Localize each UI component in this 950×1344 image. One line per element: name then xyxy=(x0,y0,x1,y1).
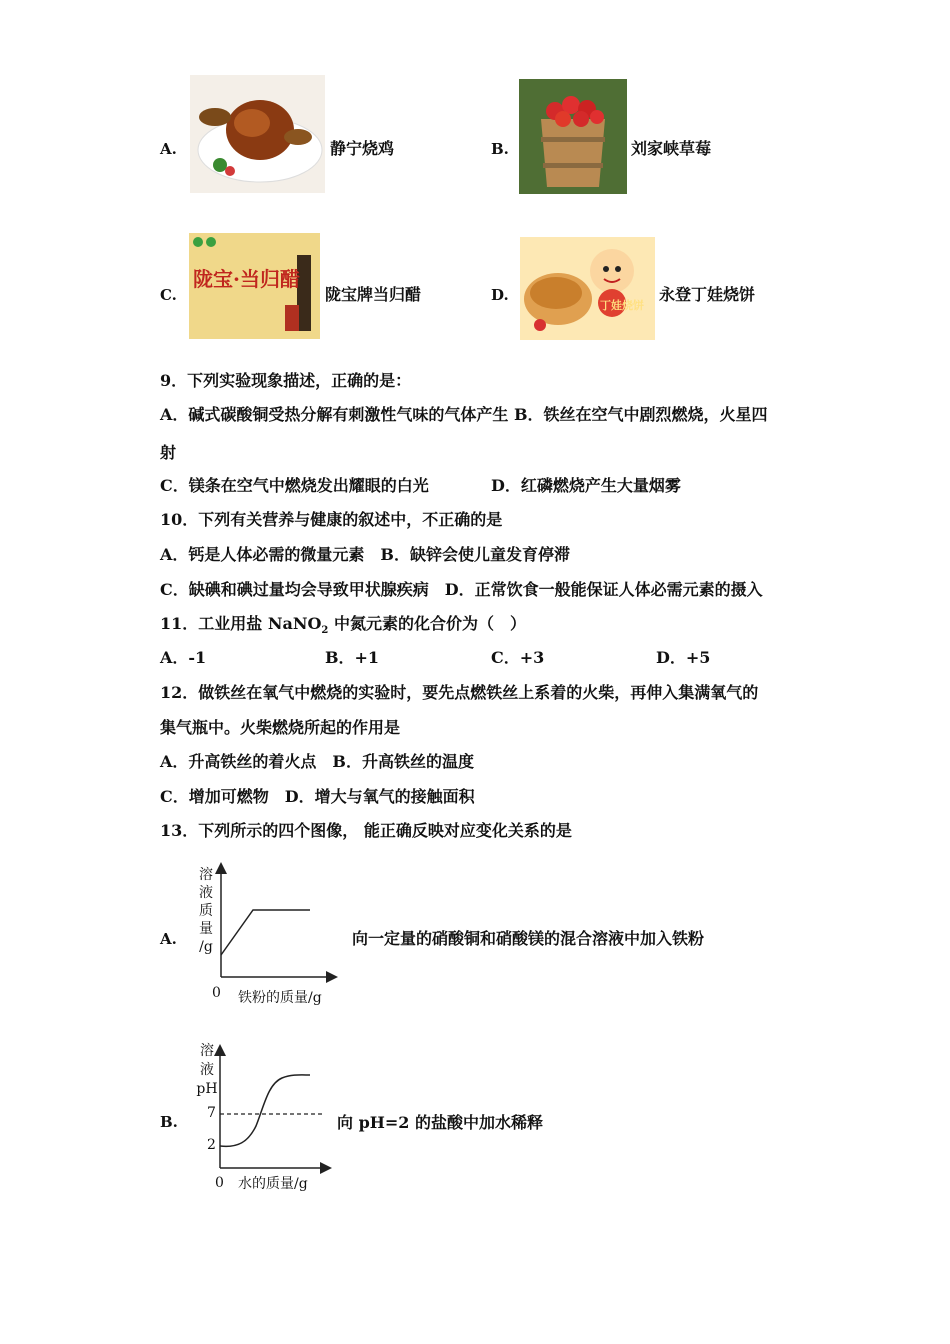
graph-b xyxy=(190,1040,340,1200)
option-c-letter: C. xyxy=(160,286,177,304)
graph-a-y-label-2: 液 xyxy=(199,885,213,901)
option-a-letter: A. xyxy=(160,140,177,158)
q13-stem: 13．下列所示的四个图像， 能正确反映对应变化关系的是 xyxy=(160,821,572,840)
q12-stem-line1: 12．做铁丝在氧气中燃烧的实验时，要先点燃铁丝上系着的火柴，再伸入集满氧气的 xyxy=(160,683,759,702)
shaobing-ad-image xyxy=(520,237,655,340)
vinegar-ad-image xyxy=(189,233,320,339)
roast-chicken-image xyxy=(190,75,325,193)
graph-a-curve xyxy=(221,910,310,955)
graph-b-y-label-2: 液 xyxy=(200,1062,214,1078)
q12-option-cd: C．增加可燃物 D．增大与氧气的接触面积 xyxy=(160,787,475,806)
q10-option-ab: A．钙是人体必需的微量元素 B．缺锌会使儿童发育停滞 xyxy=(160,545,570,564)
graph-a-y-label xyxy=(196,866,216,956)
q13-option-b-desc: 向 pH=2 的盐酸中加水稀释 xyxy=(337,1113,543,1132)
graph-a-y-label-4: 量 xyxy=(199,921,213,937)
graph-b-y-label xyxy=(196,1042,218,1099)
graph-b-curve xyxy=(220,1075,310,1146)
q12-stem-line2: 集气瓶中。火柴燃烧所起的作用是 xyxy=(160,718,401,737)
strawberry-bucket-image xyxy=(519,79,627,194)
q11-option-a: A．-1 xyxy=(160,648,207,667)
q13-option-b-letter: B. xyxy=(160,1113,178,1131)
q11-stem-post: 中氮元素的化合价为（ ） xyxy=(328,614,526,633)
q12-option-ab: A．升高铁丝的着火点 B．升高铁丝的温度 xyxy=(160,752,474,771)
q10-option-cd: C．缺碘和碘过量均会导致甲状腺疾病 D．正常饮食一般能保证人体必需元素的摄入 xyxy=(160,580,763,599)
q9-option-d: D．红磷燃烧产生大量烟雾 xyxy=(491,476,681,495)
q9-stem: 9．下列实验现象描述，正确的是： xyxy=(160,371,412,390)
graph-a-y-label-5: /g xyxy=(199,939,213,955)
q11-option-c: C．+3 xyxy=(491,648,545,667)
graph-b-tick-2: 2 xyxy=(207,1137,216,1153)
graph-a-x-label: 铁粉的质量/g xyxy=(238,990,322,1006)
q9-option-ab: A．碱式碳酸铜受热分解有刺激性气味的气体产生 B．铁丝在空气中剧烈燃烧，火星四 xyxy=(160,405,768,424)
q13-option-a-desc: 向一定量的硝酸铜和硝酸镁的混合溶液中加入铁粉 xyxy=(352,929,705,948)
graph-a xyxy=(190,860,350,1010)
q11-stem-pre: 11．工业用盐 NaNO xyxy=(160,614,322,633)
graph-a-y-label-1: 溶 xyxy=(199,867,213,883)
option-a-caption: 静宁烧鸡 xyxy=(330,139,395,158)
graph-b-y-label-1: 溶 xyxy=(200,1043,214,1059)
option-b-caption: 刘家峡草莓 xyxy=(631,139,712,158)
q11-stem xyxy=(160,614,526,641)
shaobing-brand-text: 丁娃烧饼 xyxy=(600,299,644,312)
q9-option-c: C．镁条在空气中燃烧发出耀眼的白光 xyxy=(160,476,429,495)
option-b-letter: B. xyxy=(491,140,509,158)
graph-b-x-label: 水的质量/g xyxy=(238,1176,308,1192)
graph-b-origin: 0 xyxy=(215,1175,224,1191)
vinegar-brand-text: 陇宝·当归醋 xyxy=(193,267,300,291)
q11-stem-sub: 2 xyxy=(321,625,329,637)
graph-b-y-label-3: pH xyxy=(196,1081,218,1097)
q11-option-d: D．+5 xyxy=(656,648,711,667)
graph-a-origin: 0 xyxy=(212,985,221,1001)
q13-option-a-letter: A. xyxy=(160,930,177,948)
graph-b-tick-7: 7 xyxy=(207,1105,216,1121)
graph-a-y-label-3: 质 xyxy=(199,903,213,919)
option-d-letter: D. xyxy=(491,286,509,304)
option-c-caption: 陇宝牌当归醋 xyxy=(325,285,422,304)
option-d-caption: 永登丁娃烧饼 xyxy=(659,285,756,304)
q9-option-b-cont: 射 xyxy=(160,443,177,462)
q10-stem: 10．下列有关营养与健康的叙述中，不正确的是 xyxy=(160,510,503,529)
q11-option-b: B．+1 xyxy=(325,648,380,667)
